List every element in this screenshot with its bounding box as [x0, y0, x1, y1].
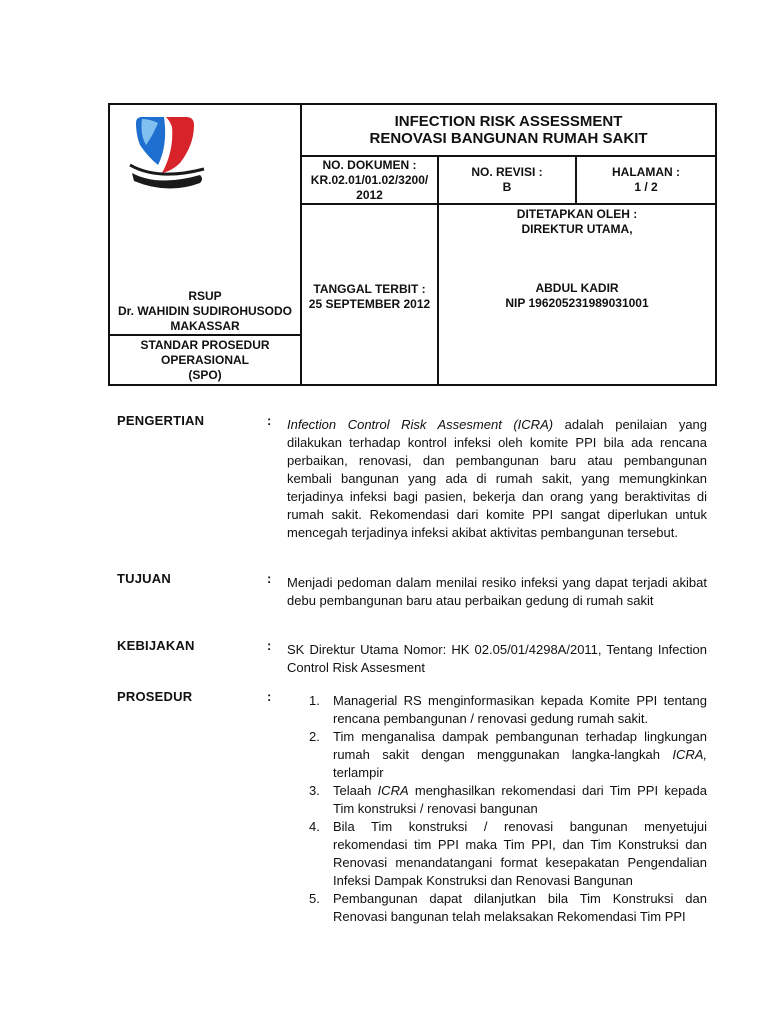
tujuan-colon: :: [267, 571, 272, 586]
procedure-step-1: [287, 692, 707, 728]
step-number: 3.: [309, 783, 320, 798]
doc-type-line1: STANDAR PROSEDUR: [140, 337, 270, 352]
revision-value: B: [502, 180, 512, 194]
approval-cell: [438, 204, 716, 385]
doc-number-label: NO. DOKUMEN :: [322, 157, 417, 172]
title-line1: INFECTION RISK ASSESSMENT: [394, 113, 623, 130]
hospital-name: [110, 289, 300, 334]
page-value: 1 / 2: [634, 180, 658, 194]
doc-type-line2: OPERASIONAL: [160, 352, 249, 367]
step-text: Pembangunan dapat dilanjutkan bila Tim Konstruksi dan Renovasi bangunan telah melaksakan Rekomendasi Tim PPI: [333, 891, 707, 924]
issue-date-value: 25 SEPTEMBER 2012: [308, 296, 431, 311]
title-line2: RENOVASI BANGUNAN RUMAH SAKIT: [369, 130, 648, 147]
approver-nip: NIP 196205231989031001: [505, 296, 649, 310]
doc-type-cell: [109, 335, 301, 385]
procedure-step-5: [287, 890, 707, 926]
step-italic: ICRA,: [672, 747, 707, 762]
step-number: 2.: [309, 729, 320, 744]
pengertian-text: [287, 416, 707, 542]
doc-number-line2: 2012: [356, 187, 383, 202]
doc-number-cell: [301, 156, 438, 204]
pengertian-colon: :: [267, 413, 272, 428]
hospital-name-line3: MAKASSAR: [170, 319, 240, 333]
hospital-name-line1: RSUP: [188, 289, 222, 303]
tujuan-label: TUJUAN: [117, 571, 171, 586]
kebijakan-label: KEBIJAKAN: [117, 638, 195, 653]
hospital-logo-icon: [128, 115, 212, 195]
step-number: 1.: [309, 693, 320, 708]
revision-label: NO. REVISI :: [471, 165, 543, 179]
step-number: 4.: [309, 819, 320, 834]
section-prosedur: [117, 688, 707, 978]
procedure-step-4: [287, 818, 707, 890]
document-title: [301, 104, 716, 156]
page-label: HALAMAN :: [612, 165, 681, 179]
pengertian-body: adalah penilaian yang dilakukan terhadap kontrol infeksi oleh komite PPI bila ada rencana perbaikan, renovasi, dan pembangunan baru atau pembangunan kembali bangunan yang ada di rumah sakit, yang memungkinkan terjadinya infeksi bagi pasien, bekerja dan orang yang beraktivitas di rumah sakit. Rekomendasi dari komite PPI sangat diperlukan untuk mencegah terjadinya infeksi akibat aktivitas pembangunan tersebut.: [287, 417, 708, 540]
section-pengertian: [117, 412, 707, 562]
revision-cell: [438, 156, 576, 204]
kebijakan-text: SK Direktur Utama Nomor: HK 02.05/01/4298A/2011, Tentang Infection Control Risk Assesment: [287, 642, 707, 675]
step-text-tail: terlampir: [333, 765, 384, 780]
approved-by-role: DIREKTUR UTAMA,: [521, 222, 633, 236]
step-italic: ICRA: [377, 783, 409, 798]
prosedur-label: PROSEDUR: [117, 689, 193, 704]
approval-header: [439, 207, 715, 237]
logo-cell: [109, 104, 301, 335]
doc-number-line1: KR.02.01/01.02/3200/: [310, 172, 429, 187]
prosedur-body: [287, 692, 707, 926]
approver-name: ABDUL KADIR: [535, 281, 619, 295]
issue-date-label: TANGGAL TERBIT :: [313, 281, 426, 296]
approver-signature: [439, 281, 715, 311]
pengertian-label: PENGERTIAN: [117, 413, 205, 428]
procedure-step-3: [287, 782, 707, 818]
step-text: Managerial RS menginformasikan kepada Komite PPI tentang rencana pembangunan / renovasi gedung rumah sakit.: [333, 693, 707, 726]
hospital-logo: [128, 115, 212, 195]
issue-date-cell: [301, 204, 438, 385]
section-tujuan: [117, 570, 707, 630]
procedure-list: [287, 692, 707, 926]
step-text: Tim menganalisa dampak pembangunan terhadap lingkungan rumah sakit dengan menggunakan langka-langkah: [333, 729, 707, 762]
kebijakan-colon: :: [267, 638, 272, 653]
step-text: Bila Tim konstruksi / renovasi bangunan menyetujui rekomendasi tim PPI maka Tim PPI, dan Tim Konstruksi dan Renovasi menandatangani format kesepakatan Pengendalian Infeksi Dampak Konstruksi dan Renovasi Bangunan: [333, 819, 707, 888]
step-text: Telaah: [333, 783, 378, 798]
prosedur-colon: :: [267, 689, 272, 704]
page-number-cell: [576, 156, 716, 204]
step-number: 5.: [309, 891, 320, 906]
doc-type-line3: (SPO): [188, 367, 222, 382]
tujuan-text: Menjadi pedoman dalam menilai resiko infeksi yang dapat terjadi akibat debu pembangunan baru atau perbaikan gedung di rumah sakit: [287, 575, 707, 608]
hospital-name-line2: Dr. WAHIDIN SUDIROHUSODO: [117, 304, 292, 318]
procedure-step-2: [287, 728, 707, 782]
approved-by-label: DITETAPKAN OLEH :: [516, 207, 638, 221]
section-kebijakan: [117, 637, 707, 682]
step-text-tail: menghasilkan rekomendasi dari Tim PPI kepada Tim konstruksi / renovasi bangunan: [333, 783, 707, 816]
pengertian-italic-lead: Infection Control Risk Assesment (ICRA): [287, 417, 554, 432]
document-header-table: [108, 103, 717, 386]
